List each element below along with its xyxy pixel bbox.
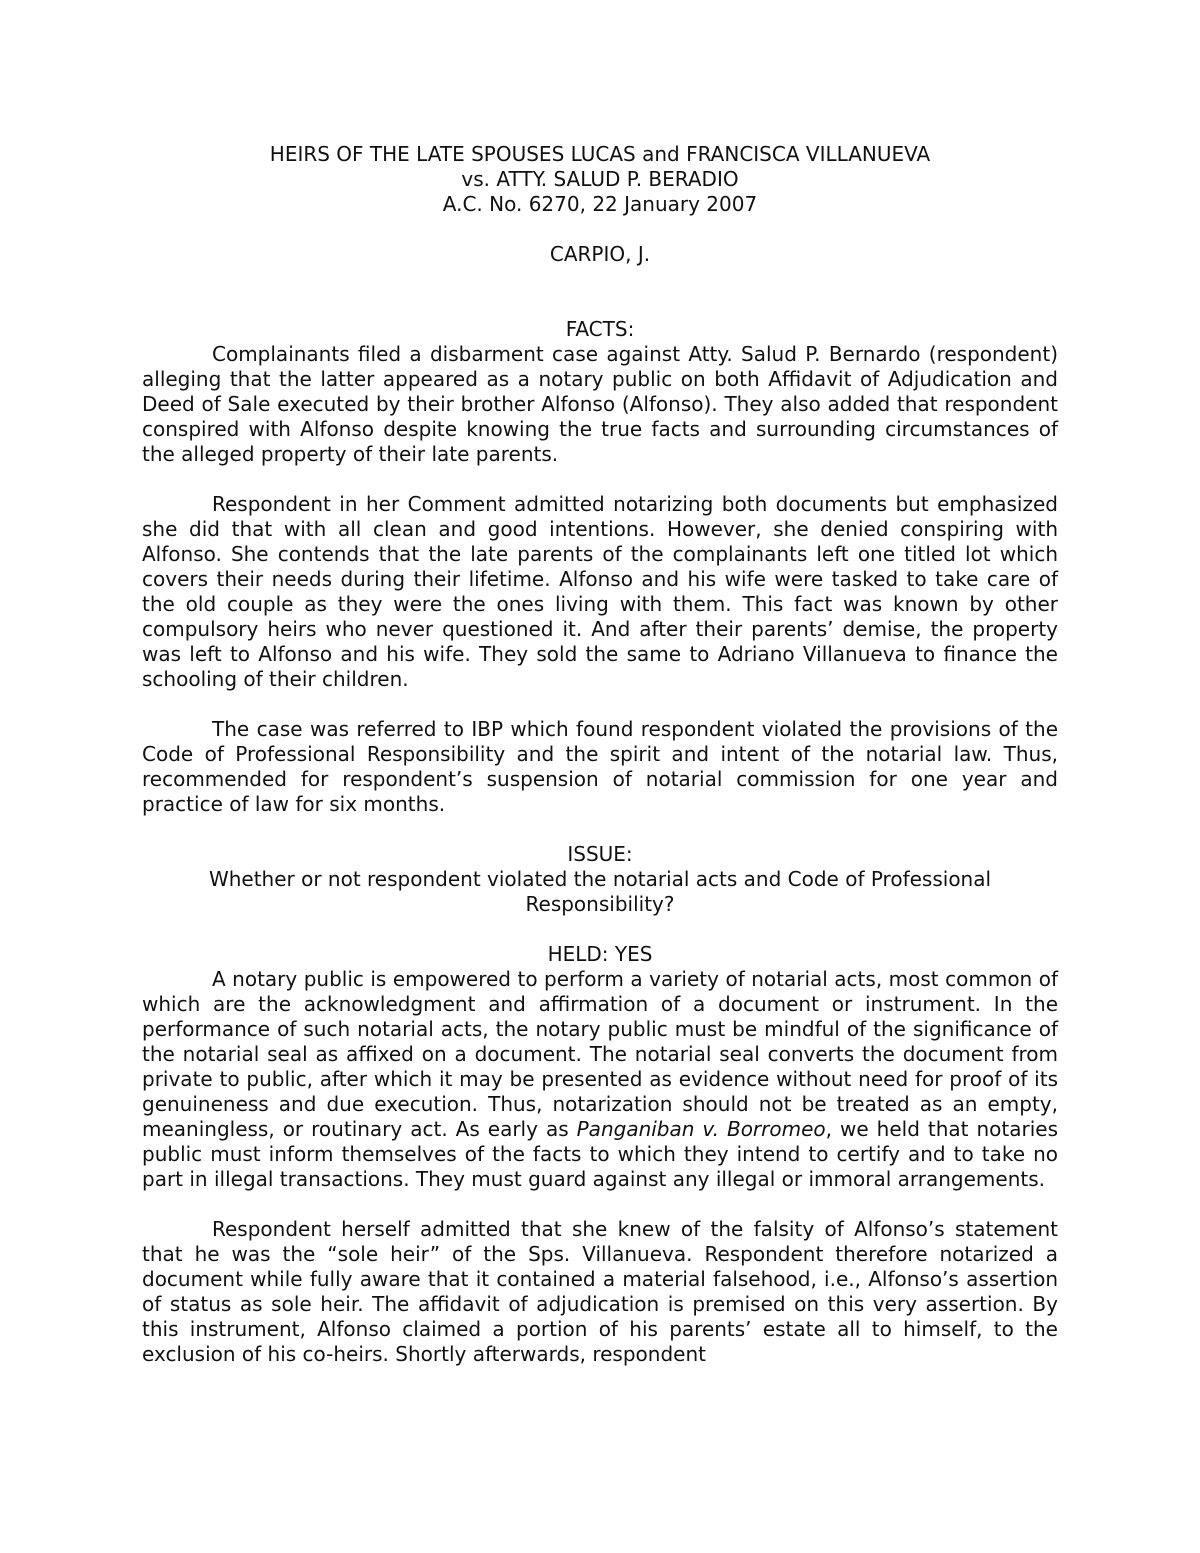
ponente: CARPIO, J. — [549, 242, 651, 266]
case-title-line2: vs. ATTY. SALUD P. BERADIO — [461, 167, 739, 191]
facts-paragraph-1: Complainants filed a disbarment case against Atty. Salud P. Bernardo (respondent) alleging that the latter appeared as a notary public on both Affidavit of Adjudication and Deed of Sale executed by their brother Alfonso (Alfonso). They also added that respondent conspired with Alfonso despite knowing the true facts and surrounding circumstances of the alleged property of their late parents. — [142, 342, 1058, 466]
held-p1-before: A notary public is empowered to perform a variety of notarial acts, most common of which are the acknowledgment and affirmation of a document or instrument. In the performance of such notarial acts, the notary public must be mindful of the significance of the notarial seal as affixed on a document. The notarial seal converts the document from private to public, after which it may be presented as evidence without need for proof of its genuineness and due execution. Thus, notarization should not be treated as an empty, meaningless, or routinary act. As early as — [142, 967, 1058, 1141]
facts-paragraph-2: Respondent in her Comment admitted notarizing both documents but emphasized she did that with all clean and good intentions. However, she denied conspiring with Alfonso. She contends that the late parents of the complainants left one titled lot which covers their needs during their lifetime. Alfonso and his wife were tasked to take care of the old couple as they were the ones living with them. This fact was known by other compulsory heirs who never questioned it. And after their parents’ demise, the property was left to Alfonso and his wife. They sold the same to Adriano Villanueva to finance the schooling of their children. — [142, 492, 1058, 691]
held-paragraph-2: Respondent herself admitted that she knew of the falsity of Alfonso’s statement that he was the “sole heir” of the Sps. Villanueva. Respondent therefore notarized a document while fully aware that it contained a material falsehood, i.e., Alfonso’s assertion of status as sole heir. The affidavit of adjudication is premised on this very assertion. By this instrument, Alfonso claimed a portion of his parents’ estate all to himself, to the exclusion of his co-heirs. Shortly afterwards, respondent — [142, 1217, 1058, 1366]
held-p1-after: , we held that notaries public must inform themselves of the facts to which they intend to certify and to take no part in illegal transactions. They must guard against any illegal or immoral arrangements. — [142, 1117, 1059, 1191]
document-body — [142, 142, 1058, 1367]
case-name-citation: Panganiban v. Borromeo — [576, 1117, 826, 1141]
facts-paragraph-3: The case was referred to IBP which found respondent violated the provisions of the Code of Professional Responsibility and the spirit and intent of the notarial law. Thus, recommended for respondent’s suspension of notarial commission for one year and practice of law for six months. — [142, 717, 1058, 816]
held-heading: HELD: YES — [547, 942, 653, 966]
issue-heading: ISSUE: — [567, 842, 633, 866]
case-citation: A.C. No. 6270, 22 January 2007 — [442, 192, 758, 216]
case-title-line1: HEIRS OF THE LATE SPOUSES LUCAS and FRANCISCA VILLANUEVA — [269, 142, 931, 166]
issue-text: Whether or not respondent violated the notarial acts and Code of Professional Responsibility? — [208, 867, 992, 916]
held-paragraph-1 — [142, 967, 1058, 1192]
facts-heading: FACTS: — [565, 317, 635, 341]
